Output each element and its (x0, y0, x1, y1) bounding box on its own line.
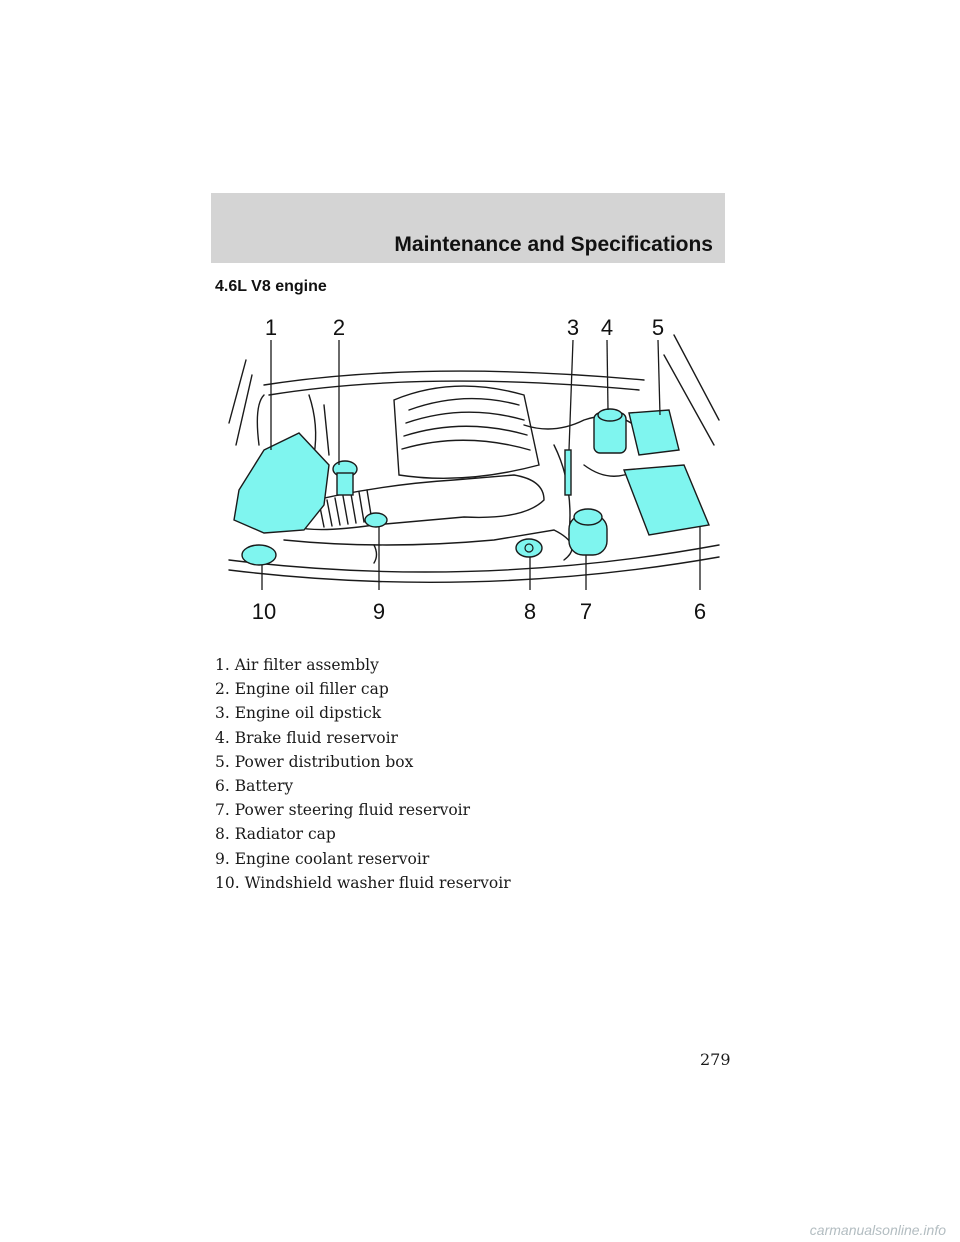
callout-4: 4 (600, 315, 614, 340)
washer-fluid-reservoir (242, 545, 276, 565)
callout-7: 7 (579, 599, 593, 624)
legend-item: 8. Radiator cap (215, 825, 336, 844)
hood-edge-right (674, 335, 719, 420)
component-legend (215, 653, 511, 895)
intake-rib (404, 426, 527, 436)
legend-item: 1. Air filter assembly (215, 656, 379, 674)
firewall-line (264, 371, 644, 385)
oil-filler-neck (337, 473, 353, 495)
callout-9: 9 (372, 599, 386, 624)
section-header-title: Maintenance and Specifications (394, 233, 713, 256)
radiator-cap (516, 539, 542, 557)
watermark: carmanualsonline.info (809, 1222, 946, 1238)
callout-10: 10 (251, 599, 277, 624)
intake-tube-rib (343, 496, 348, 524)
engine-title: 4.6L V8 engine (215, 278, 327, 295)
intake-tube-rib (335, 498, 340, 525)
callout-1: 1 (264, 315, 278, 340)
callout-8: 8 (523, 599, 537, 624)
callout-2: 2 (332, 315, 346, 340)
battery (624, 465, 709, 535)
page-number: 279 (700, 1050, 731, 1069)
intake-rib (402, 440, 530, 450)
legend-item: 2. Engine oil filler cap (215, 680, 389, 699)
legend-item: 3. Engine oil dipstick (215, 704, 382, 723)
engine-coolant-reservoir (365, 513, 387, 527)
legend-item: 10. Windshield washer fluid reservoir (215, 873, 511, 892)
header-band (211, 193, 725, 263)
legend-item: 9. Engine coolant reservoir (215, 849, 430, 868)
hose-line (324, 405, 329, 455)
callout-5: 5 (651, 315, 665, 340)
power-steering-cap (574, 509, 602, 525)
legend-item: 5. Power distribution box (215, 752, 414, 771)
brake-fluid-cap (598, 409, 622, 421)
legend-item: 7. Power steering fluid reservoir (215, 801, 471, 820)
intake-tube-rib (327, 500, 332, 526)
legend-item: 4. Brake fluid reservoir (215, 728, 398, 747)
intake-rib (409, 399, 519, 410)
intake-tube-rib (351, 494, 356, 523)
intake-rib (406, 412, 524, 423)
callout-3: 3 (566, 315, 580, 340)
firewall-line (269, 381, 639, 395)
engine-oil-dipstick (565, 450, 571, 495)
leader-line-4 (607, 340, 608, 410)
legend-item: 6. Battery (215, 776, 294, 795)
hose-line (257, 395, 264, 445)
hose-line (374, 545, 377, 563)
power-distribution-box (629, 410, 679, 455)
engine-diagram (224, 305, 724, 635)
leader-line-3 (569, 340, 573, 450)
callout-6: 6 (693, 599, 707, 624)
leader-line-5 (658, 340, 660, 415)
intake-tube-rib (359, 492, 364, 522)
front-support (229, 557, 719, 582)
